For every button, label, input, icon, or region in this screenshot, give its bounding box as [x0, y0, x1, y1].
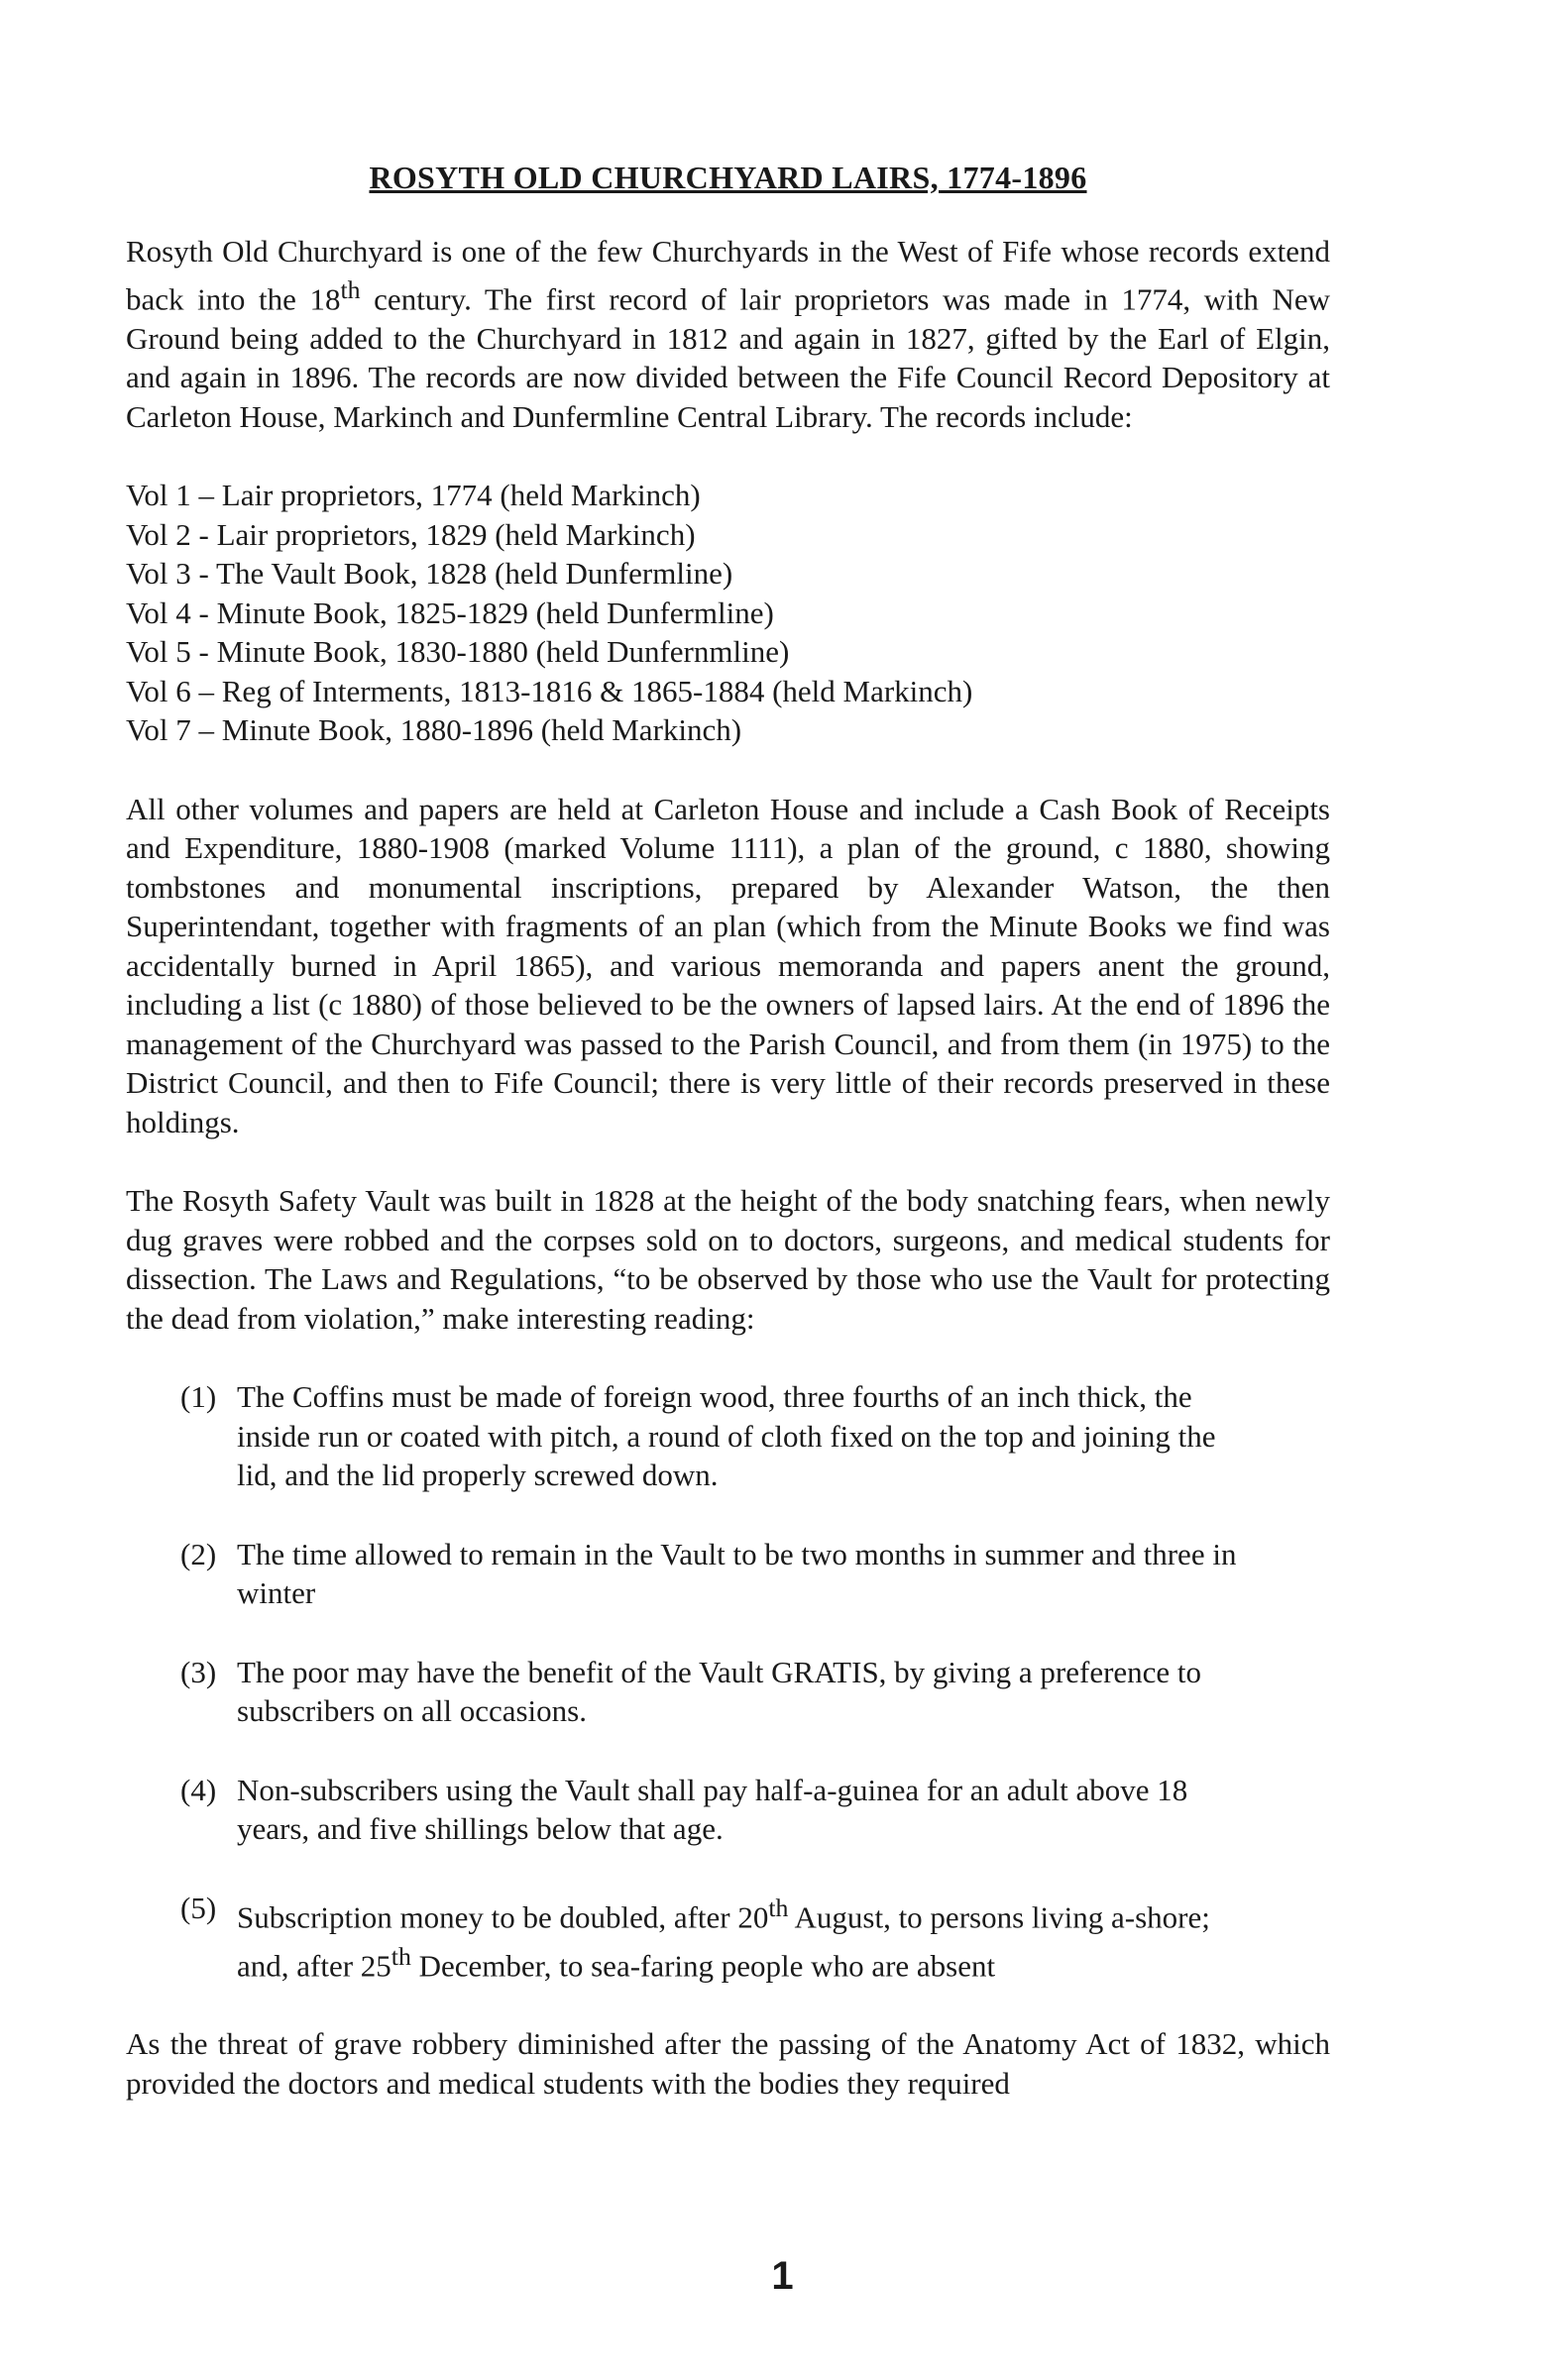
volume-item: Vol 1 – Lair proprietors, 1774 (held Markinch) — [126, 478, 701, 513]
rule-item — [180, 1771, 1251, 1849]
rule-number: (4) — [180, 1772, 217, 1807]
rule-number: (5) — [180, 1890, 217, 1925]
rule-text: Non-subscribers using the Vault shall pay half-a-guinea for an adult above 18 years, and five shillings below that age. — [237, 1772, 1188, 1847]
volume-item: Vol 7 – Minute Book, 1880-1896 (held Markinch) — [126, 712, 742, 748]
volume-list — [126, 476, 1330, 750]
rule-text — [237, 1889, 1251, 1986]
volume-item: Vol 2 - Lair proprietors, 1829 (held Markinch) — [126, 516, 696, 552]
rule-text: The Coffins must be made of foreign wood, three fourths of an inch thick, the inside run or coated with pitch, a round of cloth fixed on the top and joining the lid, and the lid properly screwed down. — [237, 1379, 1216, 1493]
rule5-superscript-2: th — [391, 1941, 411, 1971]
rule-item — [180, 1377, 1251, 1495]
vault-rules-list — [126, 1377, 1330, 1985]
intro-text-start: Rosyth Old Churchyard is one of the few Churchyards in the West of Fife whose records extend back into the 18 — [126, 233, 1330, 317]
rule5-text-part2: August, to persons living a-shore; and, after 25 — [237, 1899, 1210, 1983]
rule-number: (1) — [180, 1379, 217, 1415]
page-number: 1 — [771, 2254, 794, 2298]
document-title: ROSYTH OLD CHURCHYARD LAIRS, 1774-1896 — [369, 160, 1087, 195]
rule5-superscript-1: th — [768, 1893, 789, 1922]
volume-item: Vol 5 - Minute Book, 1830-1880 (held Dunfernmline) — [126, 634, 790, 670]
intro-paragraph — [126, 232, 1330, 437]
final-paragraph: As the threat of grave robbery diminished after the passing of the Anatomy Act of 1832, which provided the doctors and medical students with the bodies they required — [126, 2026, 1330, 2101]
volume-item: Vol 3 - The Vault Book, 1828 (held Dunfermline) — [126, 556, 733, 592]
rule-number: (3) — [180, 1654, 217, 1689]
document-page — [126, 159, 1330, 2142]
intro-superscript: th — [340, 275, 361, 304]
volume-item: Vol 4 - Minute Book, 1825-1829 (held Dunfermline) — [126, 595, 774, 630]
volume-item: Vol 6 – Reg of Interments, 1813-1816 & 1865-1884 (held Markinch) — [126, 673, 973, 708]
intro-text-end: century. The first record of lair proprietors was made in 1774, with New Ground being added to the Churchyard in 1812 and again in 1827, gifted by the Earl of Elgin, and again in 1896. The records are now divided between the Fife Council Record Depository at Carleton House, Markinch and Dunfermline Central Library. The records include: — [126, 281, 1330, 434]
rule-item — [180, 1889, 1251, 1986]
safety-vault-paragraph: The Rosyth Safety Vault was built in 1828 at the height of the body snatching fears, when newly dug graves were robbed and the corpses sold on to doctors, surgeons, and medical students for dissection. The Laws and Regulations, “to be observed by those who use the Vault for protecting the dead from violation,” make interesting reading: — [126, 1183, 1330, 1336]
other-volumes-paragraph: All other volumes and papers are held at Carleton House and include a Cash Book of Receipts and Expenditure, 1880-1908 (marked Volume 1111), a plan of the ground, c 1880, showing tombstones and monumental inscriptions, prepared by Alexander Watson, the then Superintendant, together with fragments of an plan (which from the Minute Books we find was accidentally burned in April 1865), and various memoranda and papers anent the ground, including a list (c 1880) of those believed to be the owners of lapsed lairs. At the end of 1896 the management of the Churchyard was passed to the Parish Council, and from them (in 1975) to the District Council, and then to Fife Council; there is very little of their records preserved in these holdings. — [126, 791, 1330, 1139]
rule-item — [180, 1653, 1251, 1731]
rule5-text-part3: December, to sea-faring people who are absent — [410, 1947, 996, 1983]
rule-text: The poor may have the benefit of the Vault GRATIS, by giving a preference to subscribers on all occasions. — [237, 1654, 1202, 1729]
rule-number: (2) — [180, 1536, 217, 1571]
rule-item — [180, 1535, 1251, 1613]
rule5-text-part1: Subscription money to be doubled, after 20 — [237, 1899, 769, 1935]
rule-text: The time allowed to remain in the Vault to be two months in summer and three in winter — [237, 1536, 1237, 1611]
